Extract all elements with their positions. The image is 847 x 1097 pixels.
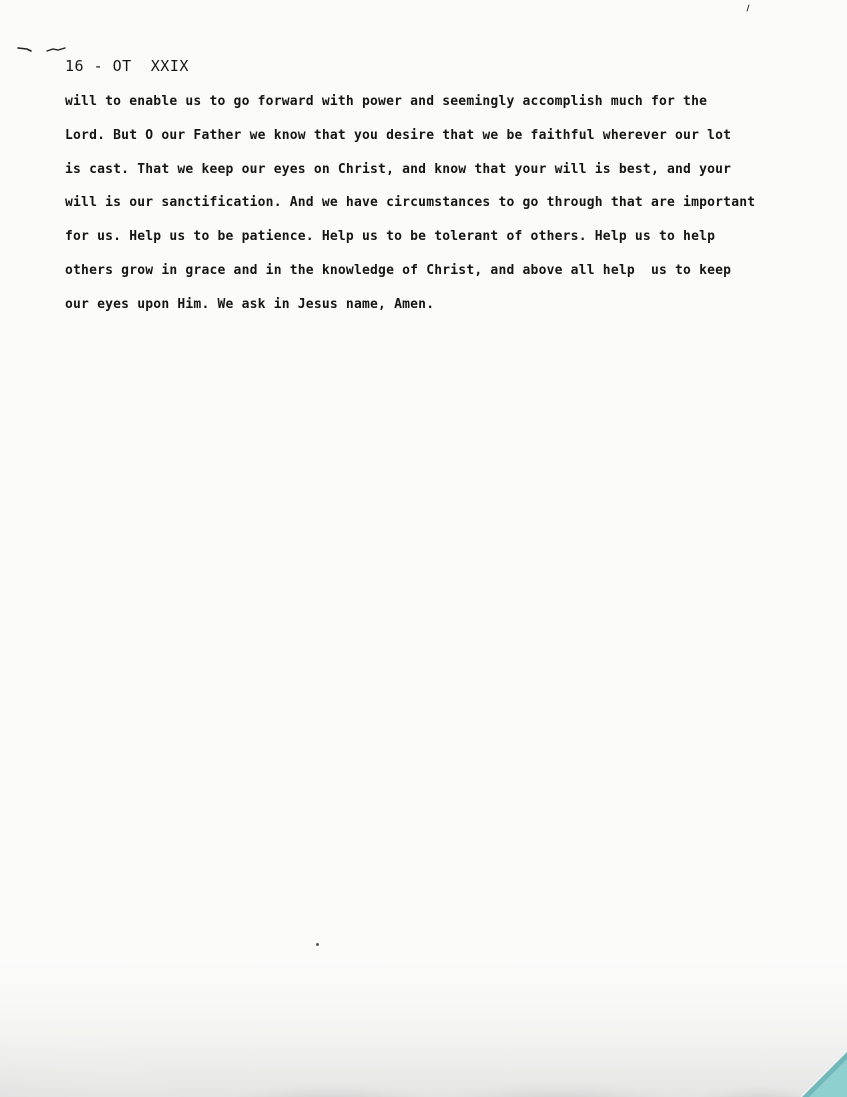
pen-stroke-mark <box>17 44 67 56</box>
text-line: is cast. That we keep our eyes on Christ, and know that your will is best, and your <box>65 161 732 177</box>
text-line: will is our sanctification. And we have circumstances to go through that are important <box>65 195 756 211</box>
text-line: others grow in grace and in the knowledge of Christ, and above all help us to keep <box>65 262 732 278</box>
page-corner-fold <box>797 1045 847 1097</box>
page-number-header: 16 - OT XXIX <box>65 57 189 75</box>
text-line: for us. Help us to be patience. Help us to be tolerant of others. Help us to help <box>65 229 716 245</box>
text-line: Lord. But O our Father we know that you desire that we be faithful wherever our lot <box>65 127 732 143</box>
text-line: our eyes upon Him. We ask in Jesus name, Amen. <box>65 296 435 312</box>
pen-tick-mark <box>745 4 751 12</box>
text-line: will to enable us to go forward with power and seemingly accomplish much for the <box>65 94 708 109</box>
prayer-text <box>65 90 825 327</box>
scan-shadow <box>0 937 847 1097</box>
